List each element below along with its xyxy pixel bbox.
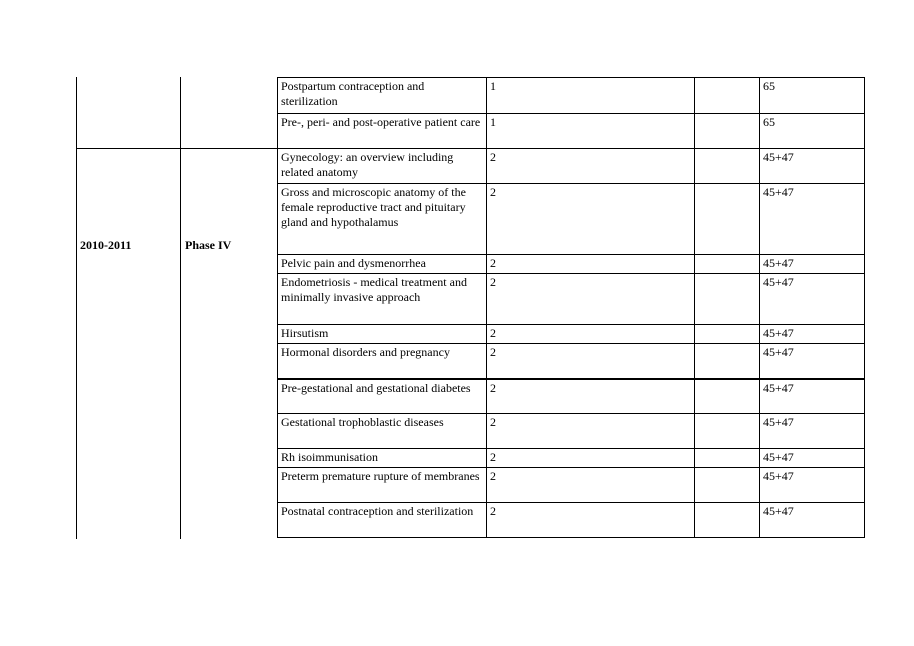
- table-row: [278, 503, 865, 538]
- extra-cell: [695, 255, 760, 274]
- table-row: [278, 325, 865, 344]
- table-row: [278, 149, 865, 184]
- code-cell: 45+47: [760, 255, 865, 274]
- extra-cell: [695, 468, 760, 503]
- extra-cell: [695, 184, 760, 255]
- code-cell: 45+47: [760, 325, 865, 344]
- hours-cell: 2: [487, 344, 695, 379]
- code-cell: 45+47: [760, 379, 865, 414]
- table-row: [278, 184, 865, 255]
- table-row: [278, 78, 865, 114]
- table-row: [278, 414, 865, 449]
- hours-cell: 2: [487, 503, 695, 538]
- table-row: [278, 468, 865, 503]
- extra-cell: [695, 344, 760, 379]
- extra-cell: [695, 379, 760, 414]
- extra-cell: [695, 78, 760, 114]
- extra-cell: [695, 449, 760, 468]
- code-cell: 45+47: [760, 274, 865, 325]
- extra-cell: [695, 325, 760, 344]
- code-cell: 45+47: [760, 449, 865, 468]
- year-column-left-border: [76, 77, 77, 539]
- code-cell: 45+47: [760, 468, 865, 503]
- year-label: 2010-2011: [80, 238, 132, 252]
- topic-cell: Pelvic pain and dysmenorrhea: [278, 255, 487, 274]
- code-cell: 45+47: [760, 149, 865, 184]
- topic-cell: Endometriosis - medical treatment and minimally invasive approach: [278, 274, 487, 325]
- topic-cell: Hirsutism: [278, 325, 487, 344]
- table-row: [278, 344, 865, 379]
- group-separator-line: [76, 148, 278, 149]
- phase-label: Phase IV: [185, 238, 232, 252]
- extra-cell: [695, 274, 760, 325]
- topic-cell: Postpartum contraception and sterilization: [278, 78, 487, 114]
- code-cell: 45+47: [760, 184, 865, 255]
- topic-cell: Gynecology: an overview including related anatomy: [278, 149, 487, 184]
- code-cell: 45+47: [760, 344, 865, 379]
- topic-cell: Hormonal disorders and pregnancy: [278, 344, 487, 379]
- hours-cell: 2: [487, 149, 695, 184]
- table-row: [278, 274, 865, 325]
- topic-cell: Rh isoimmunisation: [278, 449, 487, 468]
- topic-cell: Gestational trophoblastic diseases: [278, 414, 487, 449]
- hours-cell: 2: [487, 325, 695, 344]
- table-row: [278, 114, 865, 149]
- course-table-body: [278, 78, 865, 538]
- code-cell: 65: [760, 78, 865, 114]
- hours-cell: 2: [487, 414, 695, 449]
- code-cell: 65: [760, 114, 865, 149]
- code-cell: 45+47: [760, 414, 865, 449]
- topic-cell: Postnatal contraception and sterilization: [278, 503, 487, 538]
- extra-cell: [695, 414, 760, 449]
- hours-cell: 2: [487, 468, 695, 503]
- hours-cell: 2: [487, 379, 695, 414]
- hours-cell: 1: [487, 78, 695, 114]
- extra-cell: [695, 149, 760, 184]
- hours-cell: 1: [487, 114, 695, 149]
- topic-cell: Pre-gestational and gestational diabetes: [278, 379, 487, 414]
- topic-cell: Preterm premature rupture of membranes: [278, 468, 487, 503]
- topic-cell: Pre-, peri- and post-operative patient care: [278, 114, 487, 149]
- extra-cell: [695, 114, 760, 149]
- table-row: [278, 255, 865, 274]
- extra-cell: [695, 503, 760, 538]
- hours-cell: 2: [487, 274, 695, 325]
- code-cell: 45+47: [760, 503, 865, 538]
- hours-cell: 2: [487, 255, 695, 274]
- hours-cell: 2: [487, 184, 695, 255]
- topic-cell: Gross and microscopic anatomy of the female reproductive tract and pituitary gland and hypothalamus: [278, 184, 487, 255]
- course-table: [277, 77, 865, 538]
- table-row: [278, 379, 865, 414]
- table-row: [278, 449, 865, 468]
- hours-cell: 2: [487, 449, 695, 468]
- phase-column-left-border: [180, 77, 181, 539]
